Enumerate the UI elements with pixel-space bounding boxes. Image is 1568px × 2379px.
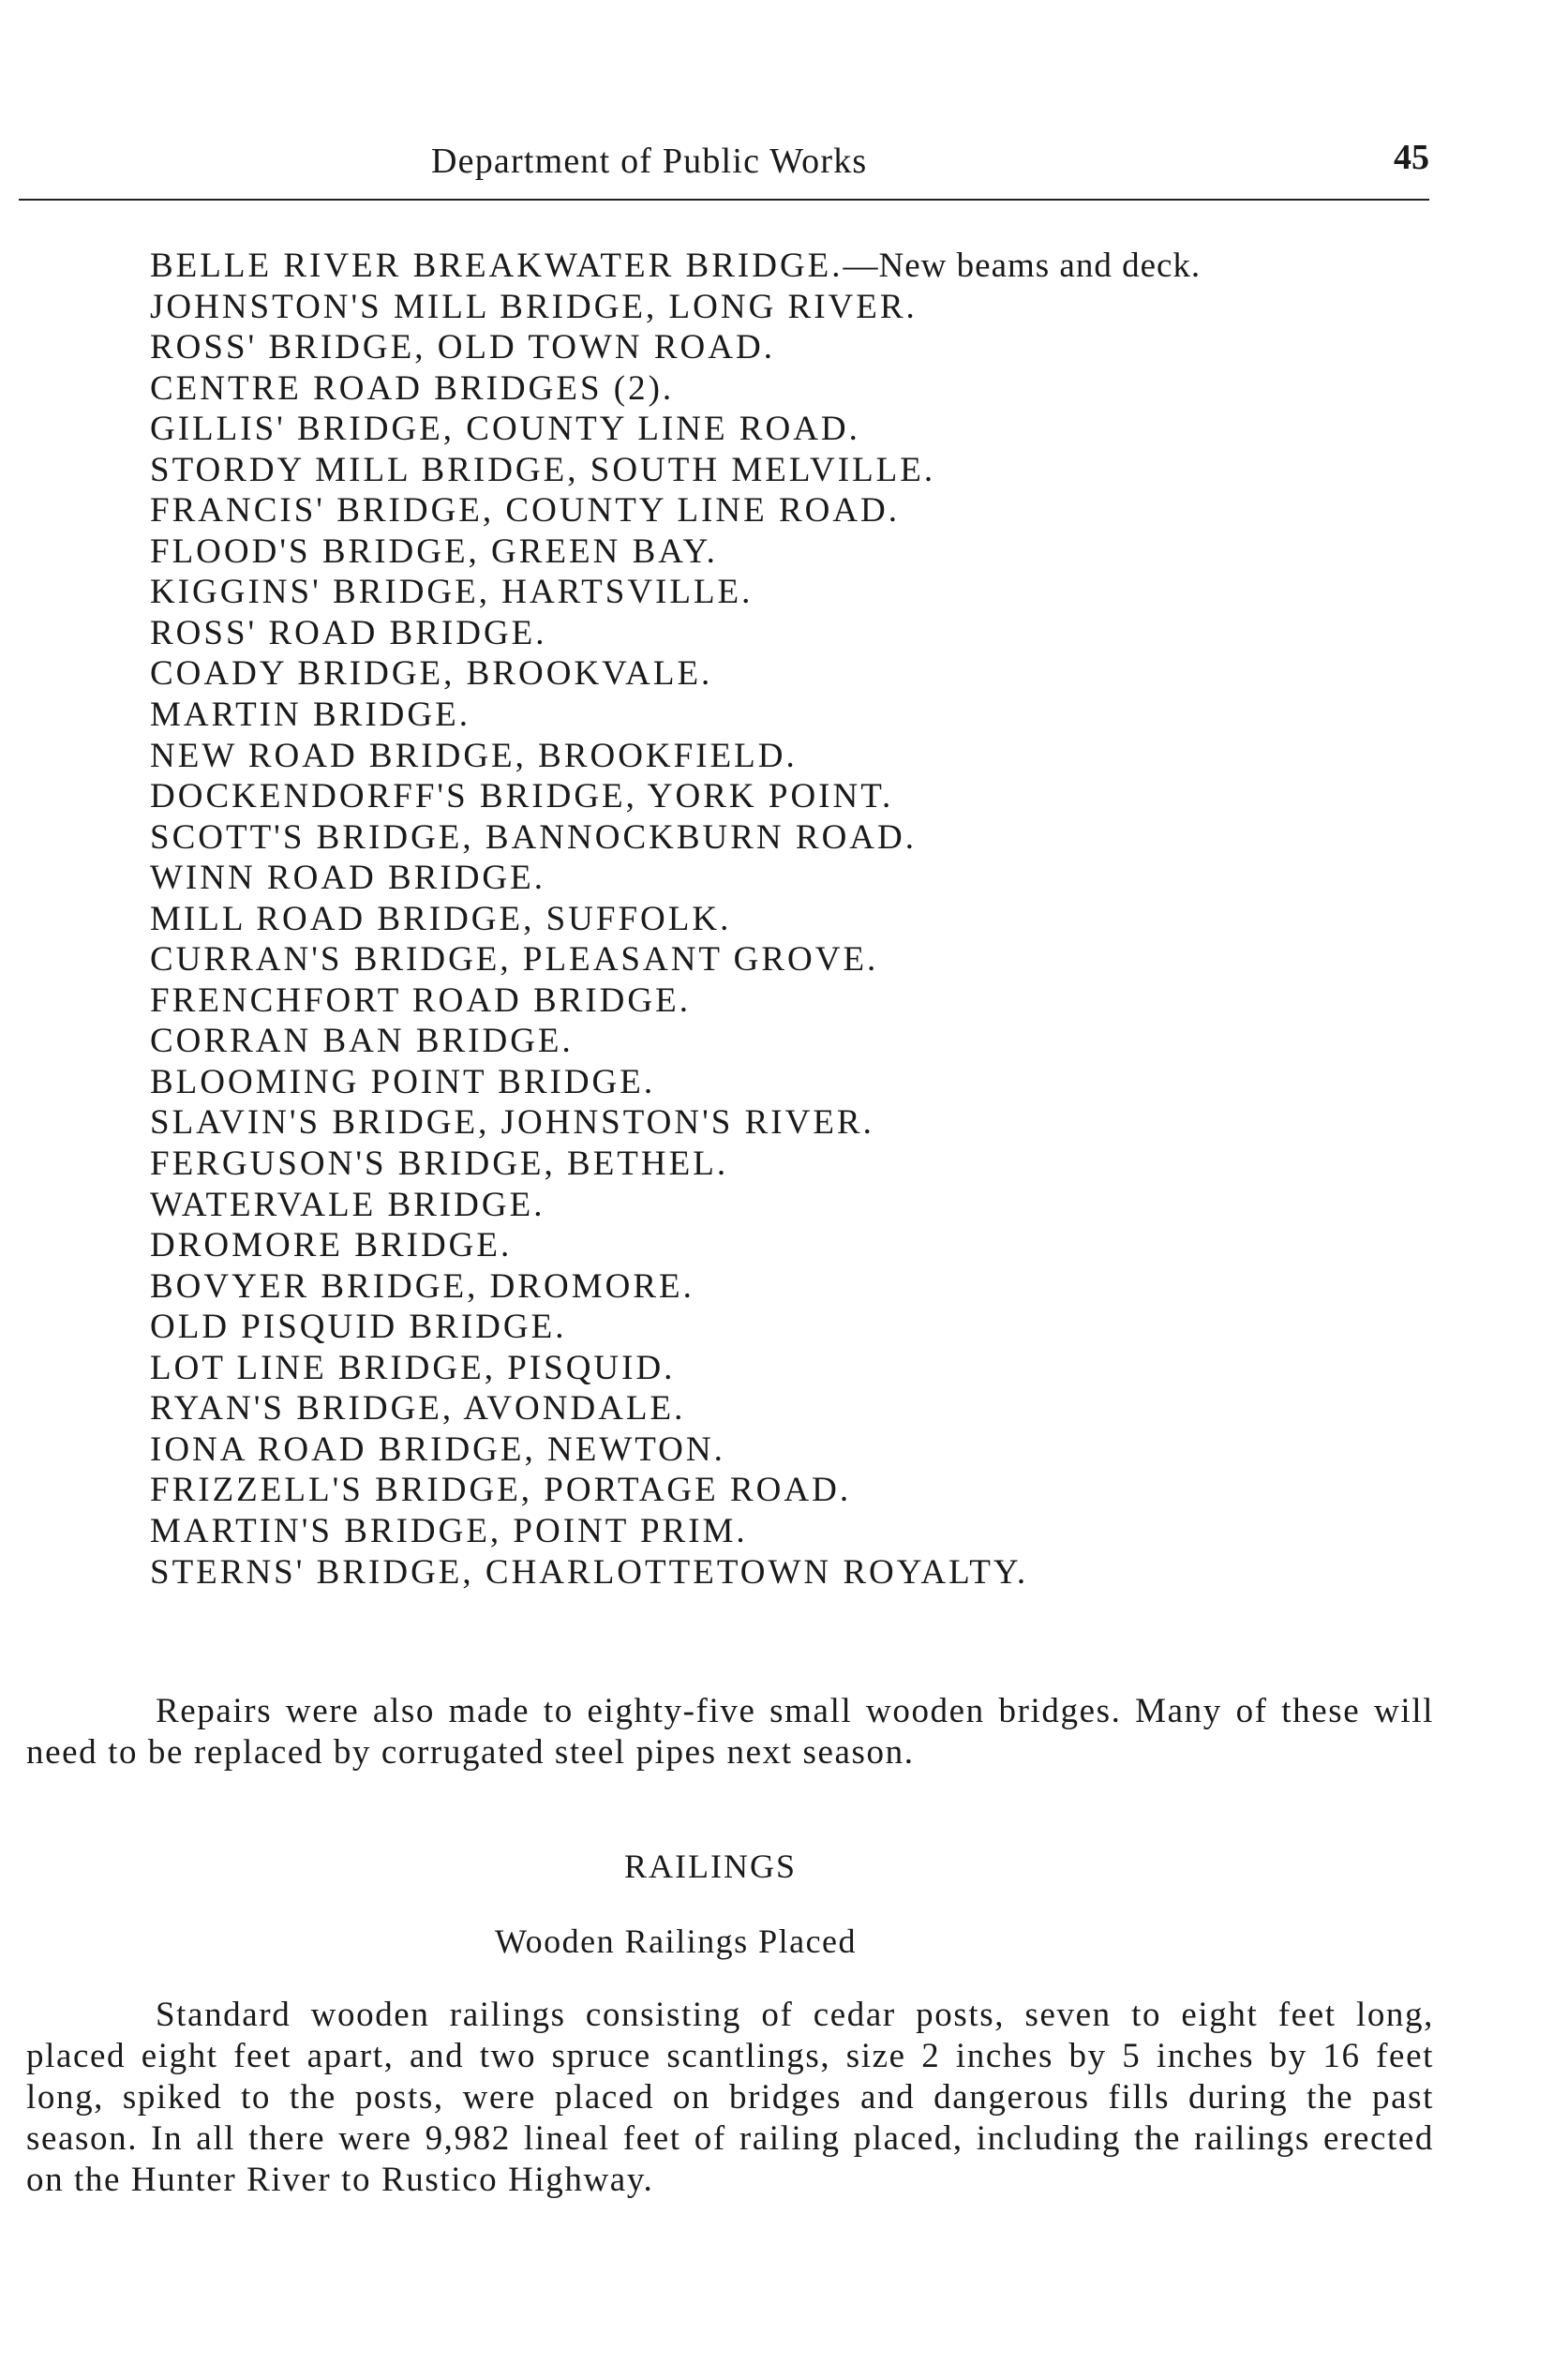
bridge-list-item — [150, 409, 1443, 450]
bridge-name: MARTIN BRIDGE. — [150, 696, 470, 735]
bridge-note: —New beams and deck. — [843, 247, 1202, 285]
bridge-name: MARTIN'S BRIDGE, POINT PRIM. — [150, 1511, 748, 1550]
bridge-name: CORRAN BAN BRIDGE. — [150, 1022, 574, 1061]
section-heading: RAILINGS — [624, 1848, 797, 1885]
bridge-list-item — [150, 899, 1443, 940]
bridge-name: COADY BRIDGE, BROOKVALE. — [150, 654, 713, 694]
bridge-list-item — [150, 776, 1443, 817]
bridge-list-item — [150, 450, 1443, 491]
bridge-list-item — [150, 1470, 1443, 1511]
bridge-name: FERGUSON'S BRIDGE, BETHEL. — [150, 1145, 729, 1184]
bridge-list-item — [150, 858, 1443, 899]
bridge-name: RYAN'S BRIDGE, AVONDALE. — [150, 1389, 686, 1429]
sub-heading: Wooden Railings Placed — [495, 1923, 858, 1960]
bridge-name: FLOOD'S BRIDGE, GREEN BAY. — [150, 531, 718, 571]
bridge-list-item — [150, 572, 1443, 613]
bridge-name: FRANCIS' BRIDGE, COUNTY LINE ROAD. — [150, 491, 901, 531]
bridge-list-item — [150, 613, 1443, 654]
bridge-name: STORDY MILL BRIDGE, SOUTH MELVILLE. — [150, 450, 936, 489]
railings-paragraph: Standard wooden railings consisting of cedar posts, seven to eight feet long, placed eight feet apart, and two spruce scantlings, size 2 inches by 5 inches by 16 feet long, spiked to the posts, were placed on bridges and dangerous fills during the past season. In all there were 9,982 lineal feet of railing placed, including the railings erected on the Hunter River to Rustico Highway. — [26, 1996, 1434, 2199]
bridge-name: BOVYER BRIDGE, DROMORE. — [150, 1266, 694, 1306]
bridge-list-item — [150, 368, 1443, 410]
bridge-name: MILL ROAD BRIDGE, SUFFOLK. — [150, 899, 732, 938]
bridge-list-item — [150, 1062, 1443, 1103]
bridge-name: KIGGINS' BRIDGE, HARTSVILLE. — [150, 573, 754, 612]
bridge-name: BELLE RIVER BREAKWATER BRIDGE. — [150, 247, 844, 285]
bridge-list-item — [150, 817, 1443, 859]
bridge-name: JOHNSTON'S MILL BRIDGE, LONG RIVER. — [150, 287, 918, 326]
bridge-name: IONA ROAD BRIDGE, NEWTON. — [150, 1429, 725, 1469]
bridge-name: ROSS' ROAD BRIDGE. — [150, 613, 547, 652]
bridge-list — [150, 246, 1443, 1593]
bridge-name: DROMORE BRIDGE. — [150, 1226, 513, 1265]
bridge-name: WINN ROAD BRIDGE. — [150, 859, 545, 898]
bridge-list-item — [150, 1429, 1443, 1471]
bridge-name: SLAVIN'S BRIDGE, JOHNSTON'S RIVER. — [150, 1103, 874, 1143]
bridge-list-item — [150, 1307, 1443, 1348]
bridge-list-item — [150, 1225, 1443, 1266]
bridge-list-item — [150, 327, 1443, 368]
bridge-list-item — [150, 531, 1443, 573]
bridge-list-item — [150, 1144, 1443, 1185]
running-head-title: Department of Public Works — [431, 142, 868, 181]
bridge-list-item — [150, 1102, 1443, 1144]
bridge-list-item — [150, 1266, 1443, 1308]
repairs-paragraph: Repairs were also made to eighty-five small wooden bridges. Many of these will need to be replaced by corrugated steel pipes next season. — [26, 1692, 1434, 1772]
bridge-list-item — [150, 246, 1443, 287]
bridge-list-item — [150, 736, 1443, 777]
bridge-name: OLD PISQUID BRIDGE. — [150, 1308, 567, 1347]
bridge-list-item — [150, 490, 1443, 531]
bridge-list-item — [150, 1021, 1443, 1062]
bridge-list-item — [150, 1552, 1443, 1593]
bridge-list-item — [150, 1511, 1443, 1552]
bridge-list-item — [150, 287, 1443, 328]
bridge-list-item — [150, 1388, 1443, 1429]
bridge-list-item — [150, 980, 1443, 1022]
page-number: 45 — [1394, 138, 1429, 177]
bridge-name: NEW ROAD BRIDGE, BROOKFIELD. — [150, 736, 798, 775]
bridge-name: CENTRE ROAD BRIDGES (2). — [150, 368, 675, 408]
running-header — [0, 138, 1568, 197]
bridge-list-item — [150, 939, 1443, 980]
bridge-name: CURRAN'S BRIDGE, PLEASANT GROVE. — [150, 940, 879, 980]
bridge-name: BLOOMING POINT BRIDGE. — [150, 1062, 656, 1101]
header-rule — [19, 199, 1429, 201]
bridge-list-item — [150, 1348, 1443, 1389]
bridge-name: DOCKENDORFF'S BRIDGE, YORK POINT. — [150, 777, 894, 816]
bridge-name: FRENCHFORT ROAD BRIDGE. — [150, 980, 691, 1020]
bridge-name: FRIZZELL'S BRIDGE, PORTAGE ROAD. — [150, 1471, 852, 1510]
bridge-name: GILLIS' BRIDGE, COUNTY LINE ROAD. — [150, 410, 860, 449]
bridge-list-item — [150, 1185, 1443, 1226]
bridge-name: LOT LINE BRIDGE, PISQUID. — [150, 1348, 676, 1387]
bridge-name: SCOTT'S BRIDGE, BANNOCKBURN ROAD. — [150, 817, 917, 857]
bridge-list-item — [150, 695, 1443, 736]
bridge-list-item — [150, 653, 1443, 695]
bridge-name: STERNS' BRIDGE, CHARLOTTETOWN ROYALTY. — [150, 1552, 1029, 1592]
bridge-name: ROSS' BRIDGE, OLD TOWN ROAD. — [150, 328, 775, 367]
bridge-name: WATERVALE BRIDGE. — [150, 1185, 545, 1224]
